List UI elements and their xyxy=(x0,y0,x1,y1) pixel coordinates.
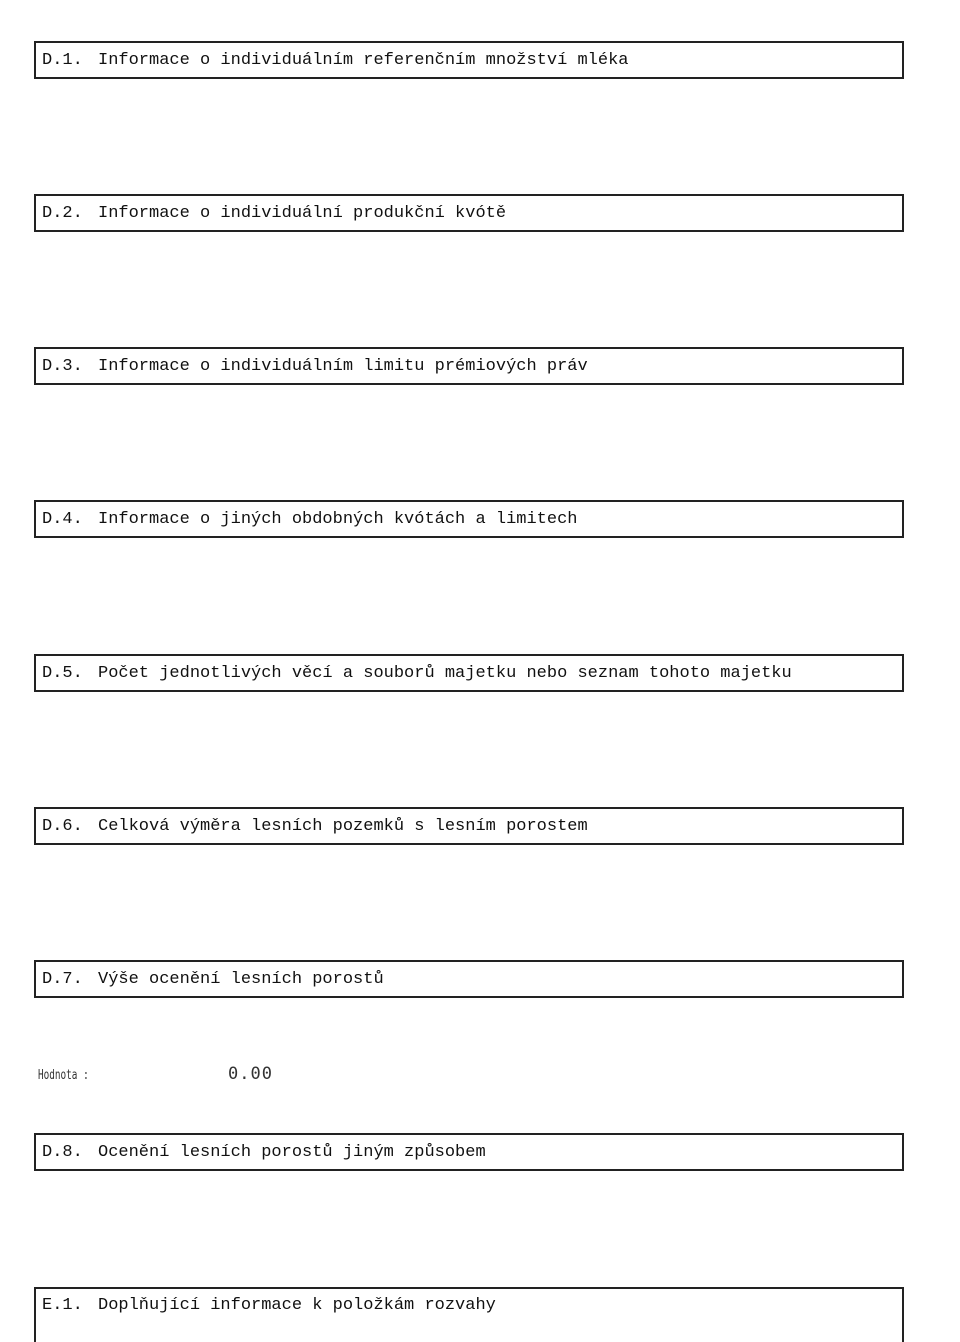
section-title: Doplňující informace k položkám rozvahy xyxy=(98,1296,496,1315)
section-title: Informace o individuální produkční kvótě xyxy=(98,203,507,223)
section-number: D.2. xyxy=(42,203,83,223)
section-number: D.7. xyxy=(42,969,83,989)
section-number: D.8. xyxy=(42,1142,83,1162)
section-number: D.1. xyxy=(42,50,83,70)
section-d8 xyxy=(34,1133,904,1171)
section-title: Počet jednotlivých věcí a souborů majetku nebo seznam tohoto majetku xyxy=(98,663,792,683)
section-d7 xyxy=(34,960,904,998)
d7-value-row xyxy=(38,1064,273,1084)
section-d6 xyxy=(34,807,904,845)
section-d2 xyxy=(34,194,904,232)
section-title: Výše ocenění lesních porostů xyxy=(98,969,384,989)
value-number: 0.00 xyxy=(228,1064,273,1084)
section-number: D.5. xyxy=(42,663,83,683)
value-label: Hodnota : xyxy=(38,1068,89,1083)
section-d1 xyxy=(34,41,904,79)
section-number: E.1. xyxy=(42,1296,83,1315)
section-d4 xyxy=(34,500,904,538)
section-title: Informace o jiných obdobných kvótách a limitech xyxy=(98,509,578,529)
section-d3 xyxy=(34,347,904,385)
section-number: D.6. xyxy=(42,816,83,836)
section-title: Celková výměra lesních pozemků s lesním porostem xyxy=(98,816,588,836)
section-e1 xyxy=(34,1287,904,1342)
section-number: D.3. xyxy=(42,356,83,376)
section-title: Ocenění lesních porostů jiným způsobem xyxy=(98,1142,486,1162)
section-title: Informace o individuálním limitu prémiových práv xyxy=(98,356,588,376)
section-number: D.4. xyxy=(42,509,83,529)
section-title: Informace o individuálním referenčním množství mléka xyxy=(98,50,629,70)
section-d5 xyxy=(34,654,904,692)
